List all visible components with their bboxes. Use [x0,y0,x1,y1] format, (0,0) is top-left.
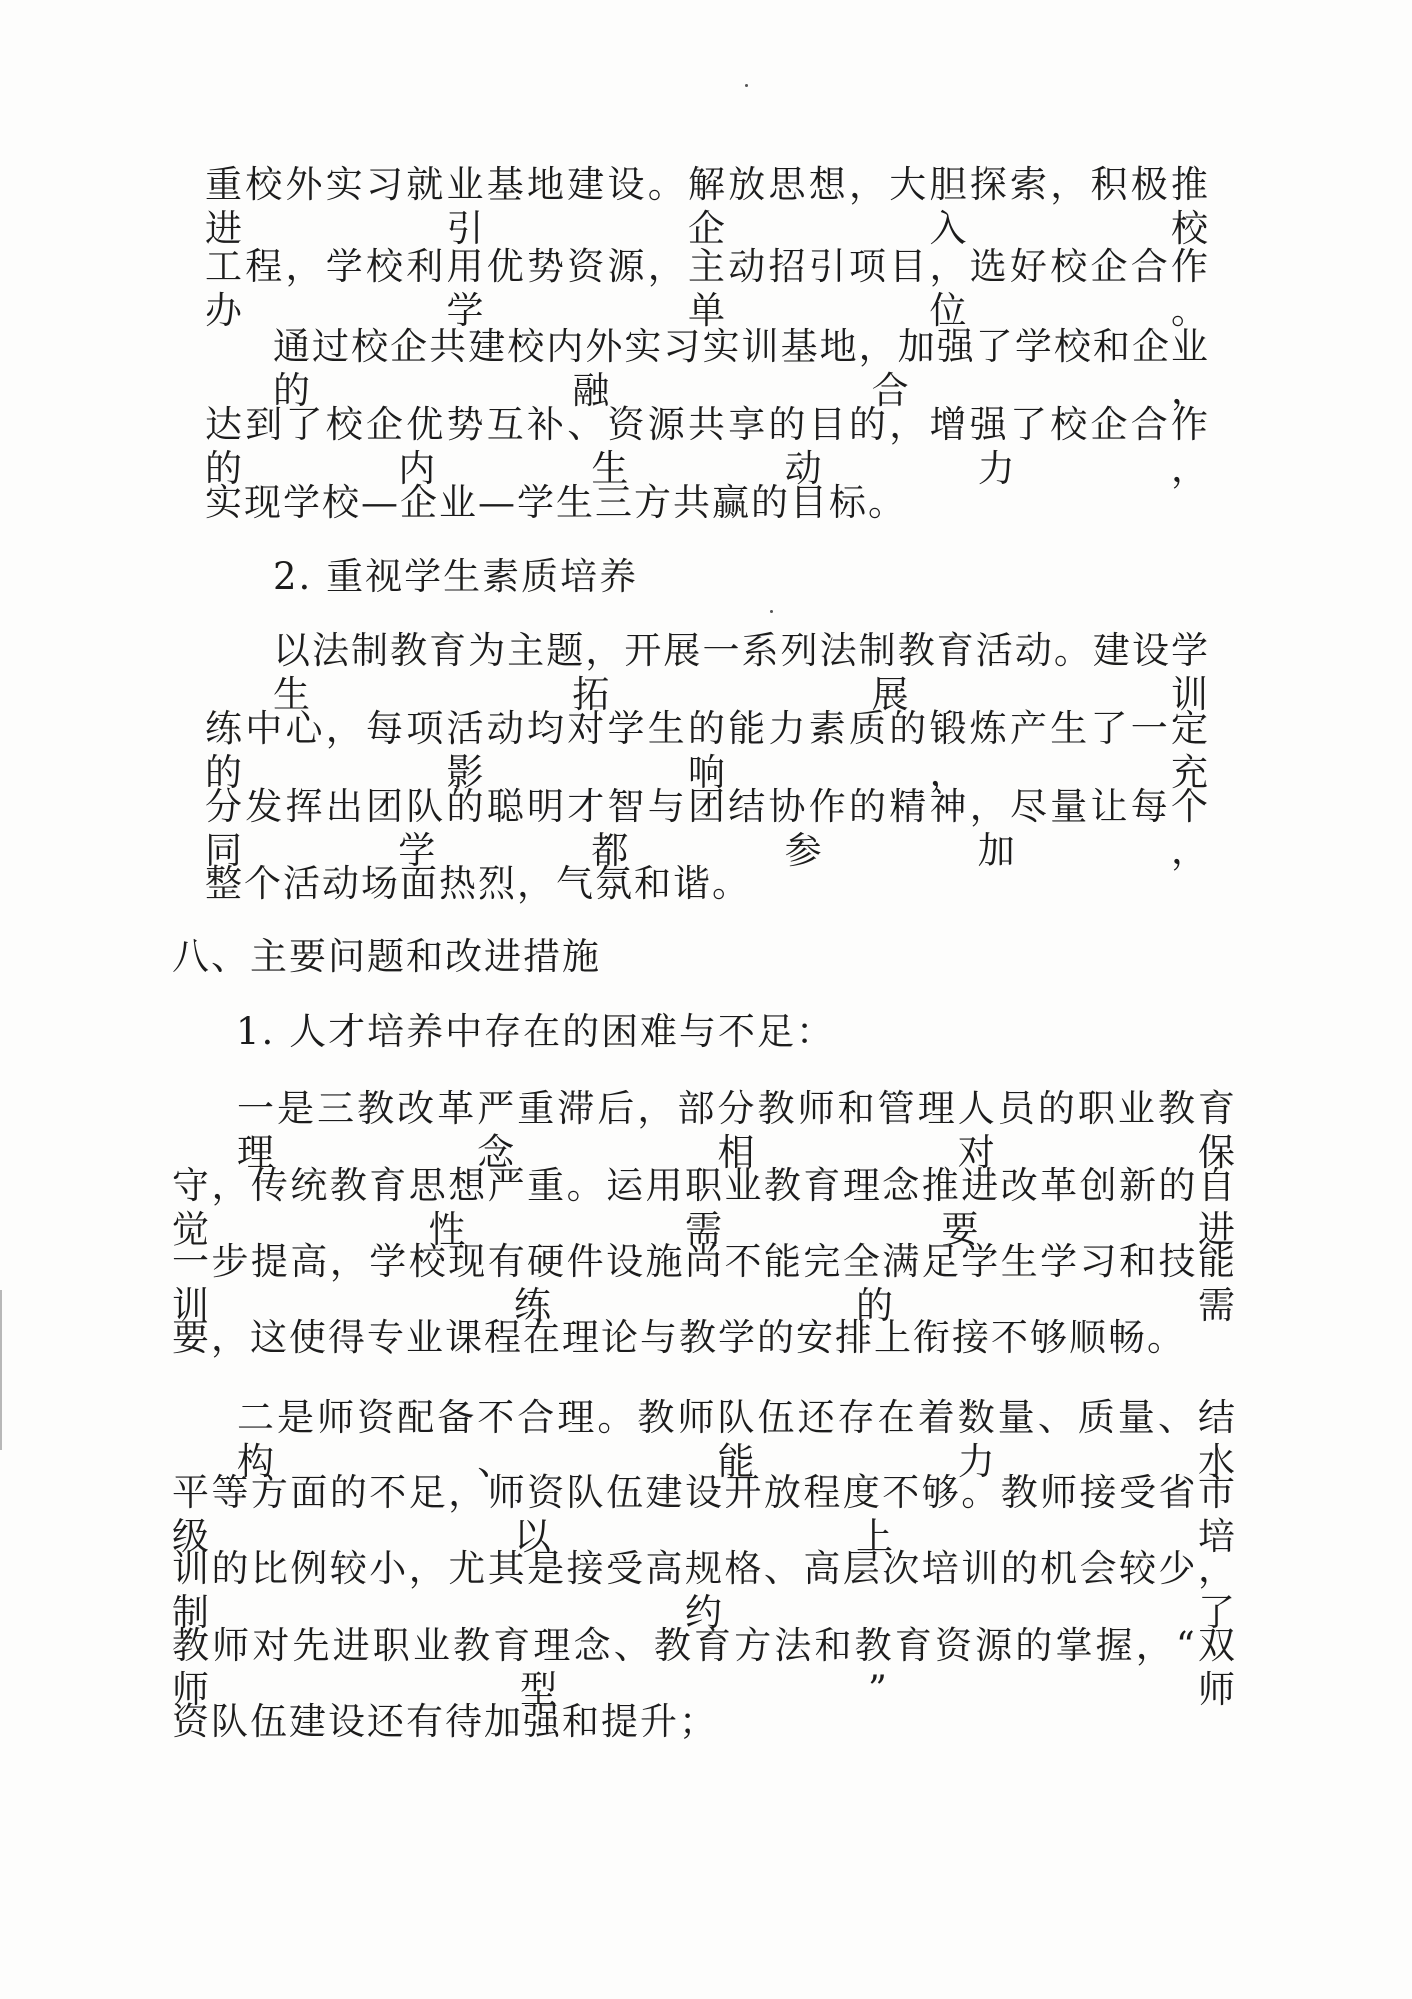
text-line: 练中心，每项活动均对学生的能力素质的锻炼产生了一定的影响，充 [205,707,1210,794]
text-line: 重校外实习就业基地建设。解放思想，大胆探索，积极推进引企入校 [205,163,1210,250]
text-line: 工程，学校利用优势资源，主动招引项目，选好校企合作办学单位。 [205,245,1210,332]
text-line: 达到了校企优势互补、资源共享的目的，增强了校企合作的内生动力， [205,403,1210,490]
text-line: 以法制教育为主题，开展一系列法制教育活动。建设学生拓展训 [273,629,1210,716]
text-line: 资队伍建设还有待加强和提升； [172,1700,718,1743]
scan-edge-mark [0,1290,2,1450]
text-line: 一步提高，学校现有硬件设施尚不能完全满足学生学习和技能训练的需 [172,1240,1237,1327]
text-line: 分发挥出团队的聪明才智与团结协作的精神，尽量让每个同学都参加， [205,785,1210,872]
scan-speck [770,610,773,613]
text-line: 整个活动场面热烈，气氛和谐。 [205,862,751,905]
scan-speck [745,84,748,87]
text-line: 二是师资配备不合理。教师队伍还存在着数量、质量、结构、能力水 [237,1396,1237,1483]
text-line: 要，这使得专业课程在理论与教学的安排上衔接不够顺畅。 [172,1316,1186,1359]
text-line: 一是三教改革严重滞后，部分教师和管理人员的职业教育理念相对保 [237,1087,1237,1174]
text-line: 通过校企共建校内外实习实训基地，加强了学校和企业的融合， [273,325,1210,412]
section-heading: 1. 人才培养中存在的困难与不足： [236,1010,836,1053]
text-line: 实现学校—企业—学生三方共赢的目标。 [205,481,907,524]
chapter-heading: 八、主要问题和改进措施 [172,935,601,978]
section-heading: 2. 重视学生素质培养 [273,555,639,598]
text-line: 训的比例较小，尤其是接受高规格、高层次培训的机会较少，制约了 [172,1547,1237,1634]
text-line: 守，传统教育思想严重。运用职业教育理念推进改革创新的自觉性需要进 [172,1164,1237,1251]
text-line: 教师对先进职业教育理念、教育方法和教育资源的掌握，“双师型”师 [172,1624,1237,1711]
text-line: 平等方面的不足，师资队伍建设开放程度不够。教师接受省市级以上培 [172,1471,1237,1558]
